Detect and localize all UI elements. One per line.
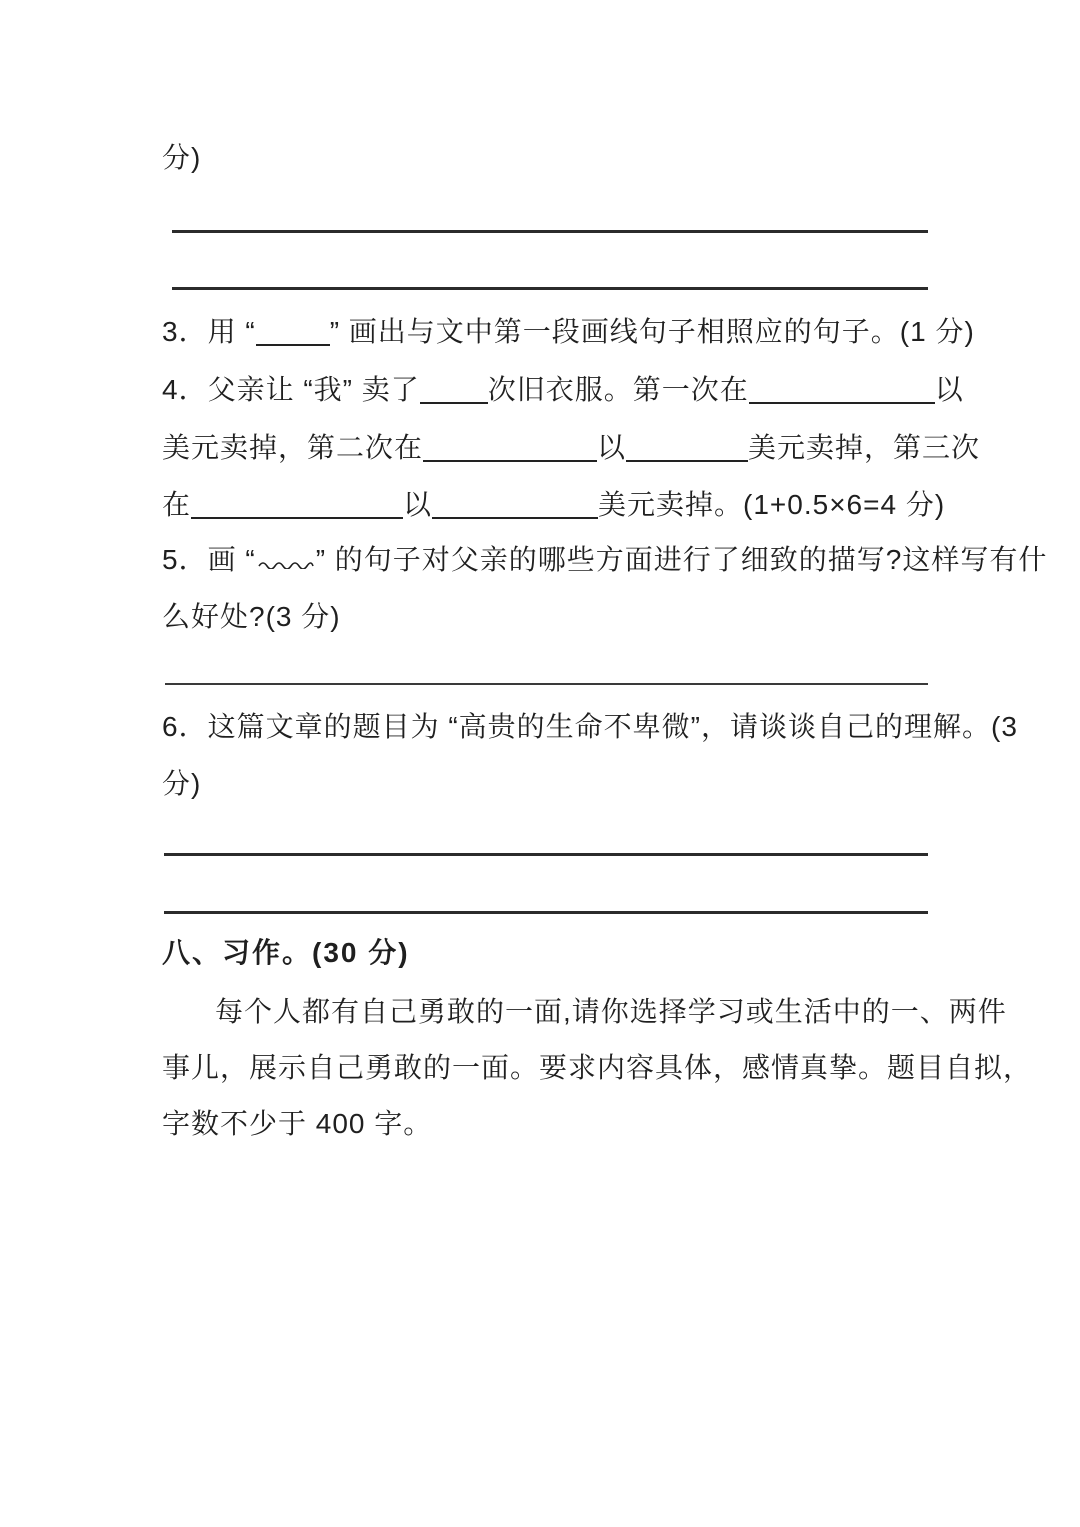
blank-underline — [256, 316, 330, 346]
question-4-line-1-c: 以 — [934, 374, 964, 405]
answer-line — [164, 853, 928, 856]
carryover-score-text — [162, 138, 201, 178]
writing-paragraph-line-3-text: 字数不少于 400 字。 — [162, 1108, 433, 1139]
question-5-line-1 — [162, 540, 1047, 580]
answer-line — [165, 683, 928, 685]
writing-paragraph-line-1 — [215, 992, 1007, 1032]
question-4-line-2 — [162, 428, 980, 468]
writing-paragraph-line-2 — [162, 1048, 1032, 1088]
question-4-line-2-a: 美元卖掉，第二次在 — [162, 432, 424, 463]
question-4-line-3-a: 在 — [162, 489, 192, 520]
question-3-post: ” 画出与文中第一段画线句子相照应的句子。(1 分) — [329, 316, 975, 347]
question-5-pre: 5．画 “ — [162, 544, 256, 575]
question-6-line-2-text: 分) — [162, 768, 202, 799]
answer-line — [172, 287, 928, 290]
question-4-line-2-c: 美元卖掉，第三次 — [748, 432, 981, 463]
blank-underline — [626, 432, 748, 462]
blank-underline — [191, 489, 403, 519]
wavy-underline-icon — [258, 540, 314, 580]
blank-underline — [420, 374, 488, 404]
question-5-post: ” 的句子对父亲的哪些方面进行了细致的描写?这样写有什 — [315, 544, 1048, 575]
question-6-line-1-text: 6．这篇文章的题目为 “高贵的生命不卑微”，请谈谈自己的理解。(3 — [162, 711, 1018, 742]
question-3 — [162, 312, 975, 352]
answer-line — [172, 230, 928, 233]
writing-paragraph-line-3 — [162, 1104, 432, 1144]
blank-underline — [423, 432, 597, 462]
writing-section-heading-text: 八、习作。(30 分) — [162, 937, 410, 968]
answer-line — [164, 911, 928, 914]
writing-paragraph-line-2-text: 事儿，展示自己勇敢的一面。要求内容具体，感情真挚。题目自拟， — [162, 1052, 1033, 1083]
question-4-line-3-c: 美元卖掉。(1+0.5×6=4 分) — [598, 489, 946, 520]
blank-underline — [432, 489, 598, 519]
question-6-line-1 — [162, 707, 1018, 747]
writing-section-heading — [162, 933, 410, 973]
question-3-pre: 3．用 “ — [162, 316, 256, 347]
question-4-line-3 — [162, 485, 945, 525]
question-6-line-2 — [162, 764, 201, 804]
question-5-line-2 — [162, 597, 341, 637]
question-4-line-3-b: 以 — [403, 489, 433, 520]
question-5-line-2-text: 么好处?(3 分) — [162, 601, 341, 632]
question-4-line-1-a: 4．父亲让 “我” 卖了 — [162, 374, 420, 405]
writing-paragraph-line-1-text: 每个人都有自己勇敢的一面,请你选择学习或生活中的一、两件 — [215, 996, 1007, 1027]
blank-underline — [749, 374, 935, 404]
question-4-line-2-b: 以 — [597, 432, 627, 463]
carryover-label: 分) — [162, 142, 202, 173]
question-4-line-1-b: 次旧衣服。第一次在 — [487, 374, 749, 405]
question-4-line-1 — [162, 370, 964, 410]
